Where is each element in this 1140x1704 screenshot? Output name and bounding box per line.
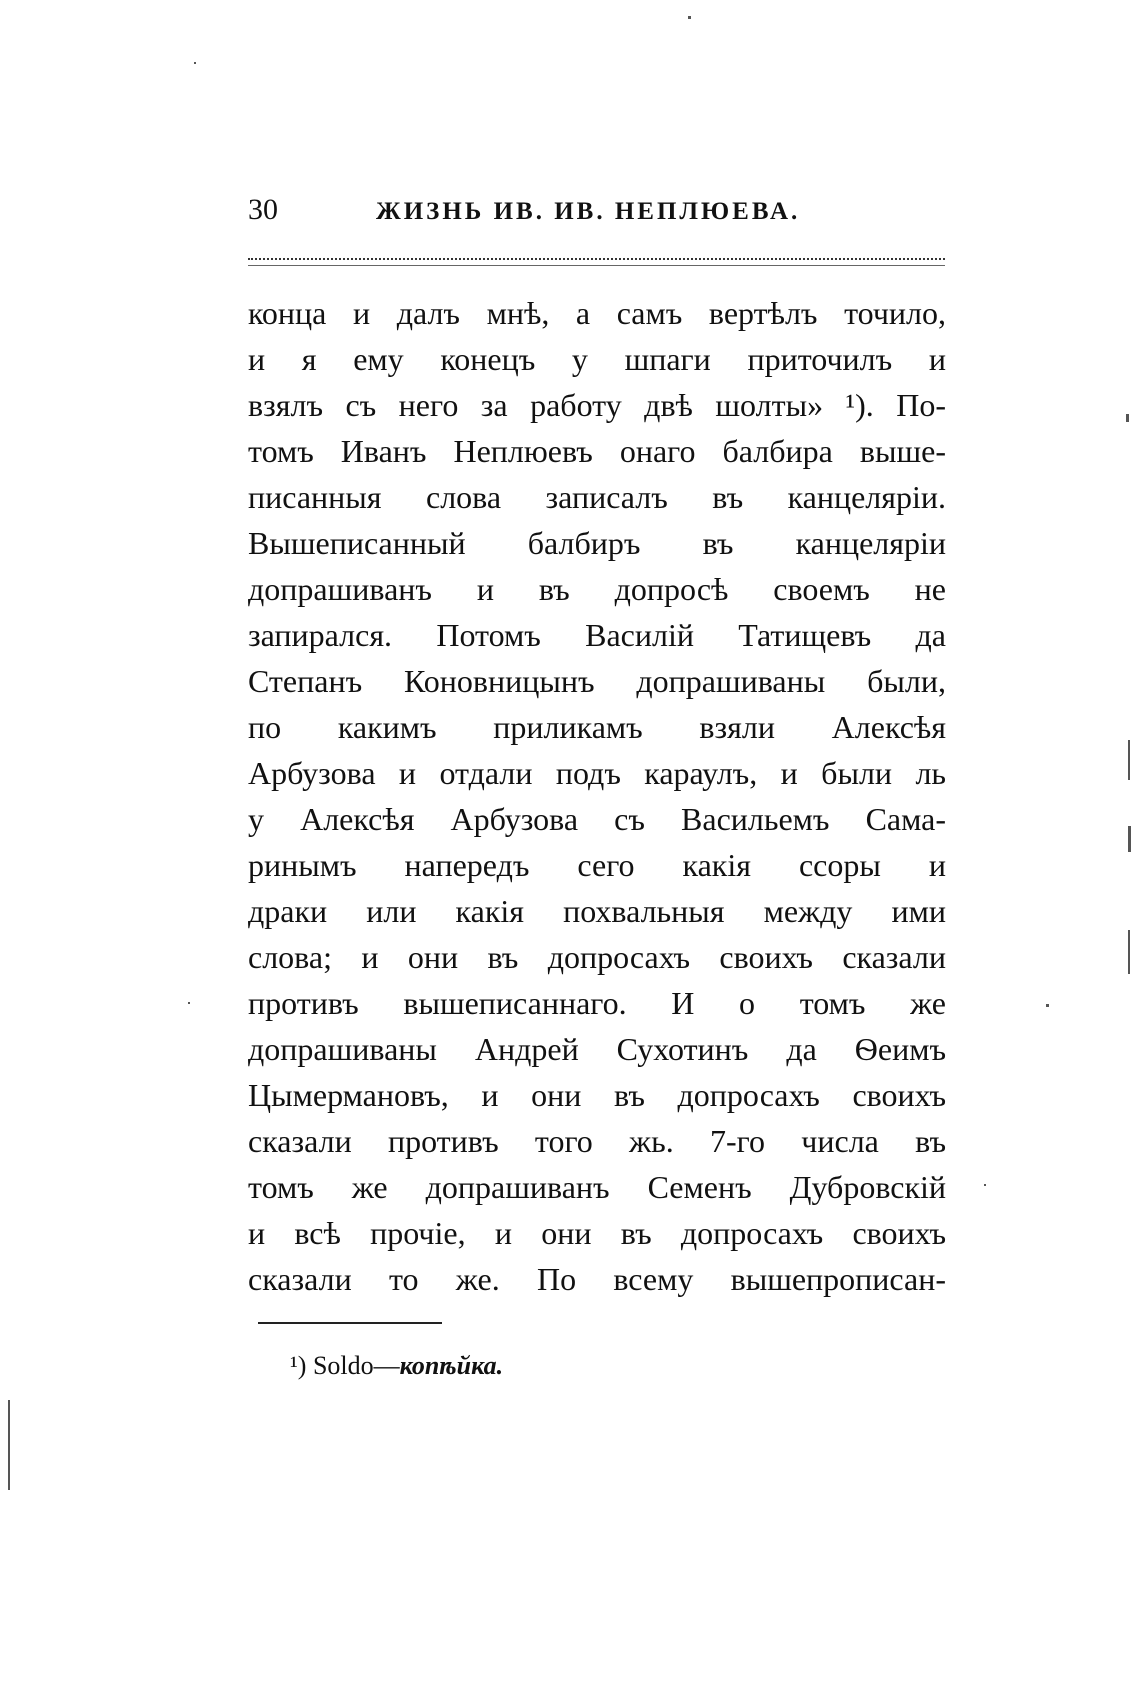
footnote (290, 1350, 503, 1382)
text-line: допрашиваны Андрей Сухотинъ да Ѳеимъ (248, 1031, 946, 1067)
running-title: ЖИЗНЬ ИВ. ИВ. НЕПЛЮЕВА. (376, 198, 801, 225)
body-text (248, 290, 946, 1302)
scan-speck (984, 1184, 986, 1186)
footnote-dash: — (373, 1351, 400, 1380)
text-line: Цымермановъ, и они въ допросахъ своихъ (248, 1077, 946, 1113)
text-line: томъ же допрашиванъ Семенъ Дубровскій (248, 1169, 946, 1205)
scan-speck (194, 62, 196, 64)
text-line: ринымъ напередъ сего какія ссоры и (248, 847, 946, 883)
text-line: Степанъ Коновницынъ допрашиваны были, (248, 663, 946, 699)
header-rule (248, 258, 945, 266)
text-line: противъ вышеписаннаго. И о томъ же (248, 985, 946, 1021)
text-line: драки или какія похвальныя между ими (248, 893, 946, 929)
scan-speck (1046, 1004, 1049, 1007)
scan-speck (1128, 740, 1130, 780)
scan-speck (188, 1002, 190, 1004)
scan-speck (8, 1400, 10, 1490)
footnote-rule (258, 1322, 442, 1324)
text-line: и я ему конецъ у шпаги приточилъ и (248, 341, 946, 377)
footnote-term: Soldo (312, 1351, 374, 1380)
text-line: сказали противъ того жь. 7-го числа въ (248, 1123, 946, 1159)
footnote-gloss: копѣйка. (399, 1351, 504, 1380)
page-number: 30 (248, 193, 278, 226)
text-line: по какимъ приликамъ взяли Алексѣя (248, 709, 946, 745)
text-line: конца и далъ мнѣ, а самъ вертѣлъ точило, (248, 295, 946, 331)
text-line: сказали то же. По всему вышепрописан- (248, 1261, 946, 1297)
text-line: и всѣ прочіе, и они въ допросахъ своихъ (248, 1215, 946, 1251)
page-header (248, 192, 948, 236)
text-line: Арбузова и отдали подъ караулъ, и были ль (248, 755, 946, 791)
scan-speck (688, 16, 691, 19)
footnote-marker: ¹) (290, 1351, 307, 1380)
text-line: запирался. Потомъ Василій Татищевъ да (248, 617, 946, 653)
text-line: слова; и они въ допросахъ своихъ сказали (248, 939, 946, 975)
text-line: томъ Иванъ Неплюевъ онаго балбира выше- (248, 433, 946, 469)
scan-speck (1128, 826, 1131, 852)
text-line: у Алексѣя Арбузова съ Васильемъ Сама- (248, 801, 946, 837)
text-line: писанныя слова записалъ въ канцеляріи. (248, 479, 946, 515)
text-line: допрашиванъ и въ допросѣ своемъ не (248, 571, 946, 607)
scan-speck (1126, 414, 1129, 422)
text-line: Вышеписанный балбиръ въ канцеляріи (248, 525, 946, 561)
scan-speck (1128, 930, 1130, 974)
text-line: взялъ съ него за работу двѣ шолты» ¹). По- (248, 387, 946, 423)
